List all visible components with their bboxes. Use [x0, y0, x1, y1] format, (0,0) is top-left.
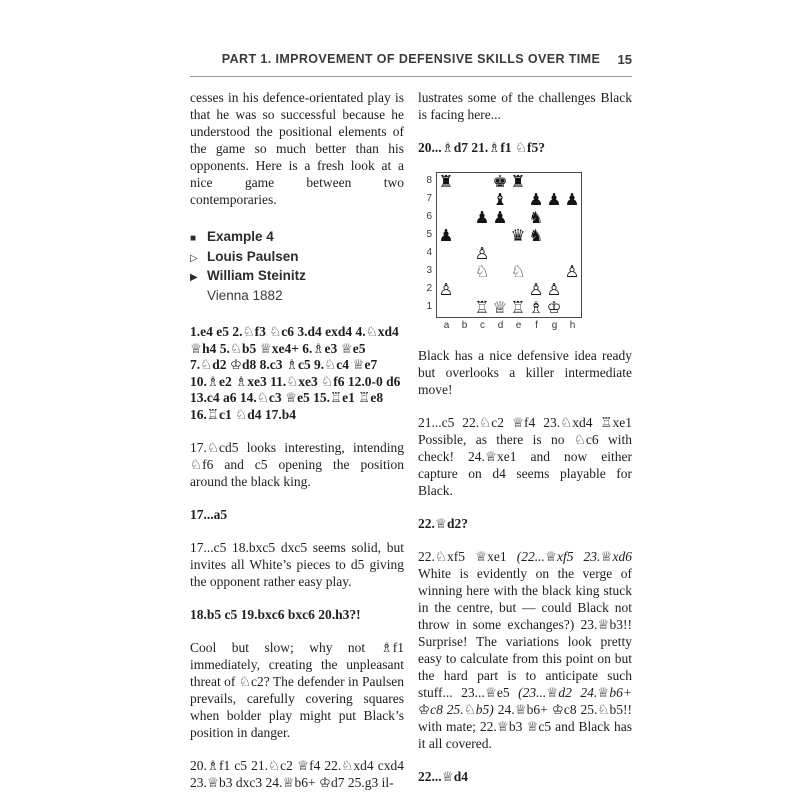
board-square	[491, 227, 509, 245]
board-square	[455, 281, 473, 299]
chess-piece-d7: ♝	[492, 190, 508, 209]
page-content	[190, 52, 632, 800]
rank-label: 2	[426, 283, 432, 294]
running-header	[190, 52, 632, 70]
chess-piece-f5: ♞	[528, 226, 544, 245]
text-columns	[190, 89, 632, 800]
chess-piece-g2: ♙	[546, 280, 562, 299]
paragraph: 17.♘cd5 looks interesting, intending ♘f6 and c5 opening the position around the black king.	[190, 440, 404, 489]
paragraph: lustrates some of the challenges Black is facing here...	[418, 90, 632, 122]
chess-piece-f6: ♞	[528, 208, 544, 227]
variation-segment: (23...♕d2 24.♕b6+ ♔c8 25.♘b5)	[418, 685, 632, 717]
board-square	[545, 245, 563, 263]
page-number: 15	[617, 52, 632, 67]
board-square	[527, 245, 545, 263]
chess-piece-e8: ♜	[510, 172, 526, 191]
board-square	[563, 245, 581, 263]
event-row	[190, 287, 404, 305]
board-square	[563, 173, 581, 191]
file-label: c	[480, 320, 485, 331]
board-square	[437, 209, 455, 227]
chess-piece-a5: ♟	[438, 226, 454, 245]
board-square	[509, 281, 527, 299]
file-label: e	[515, 320, 522, 331]
chess-piece-f2: ♙	[528, 280, 544, 299]
board-square	[491, 281, 509, 299]
rank-label: 1	[426, 301, 432, 312]
board-square	[437, 191, 455, 209]
board-square	[563, 209, 581, 227]
board-square	[455, 299, 473, 317]
board-square	[473, 173, 491, 191]
chess-piece-e5: ♛	[510, 226, 526, 245]
chess-piece-a8: ♜	[438, 172, 454, 191]
board-square	[455, 263, 473, 281]
board-square	[545, 227, 563, 245]
board-square	[455, 245, 473, 263]
file-label: h	[569, 320, 576, 331]
rank-label: 6	[426, 211, 432, 222]
board-square	[545, 173, 563, 191]
board-square	[545, 209, 563, 227]
board-square	[473, 191, 491, 209]
game-move: 17...a5	[190, 507, 228, 522]
chess-piece-h7: ♟	[564, 190, 580, 209]
file-labels	[438, 320, 601, 331]
chess-piece-e1: ♖	[510, 298, 526, 317]
board-square	[437, 263, 455, 281]
white-player-name: Louis Paulsen	[207, 248, 299, 264]
header-divider	[190, 76, 632, 77]
game-move: 22...♕d4	[418, 769, 468, 784]
board-square	[491, 263, 509, 281]
board-square	[509, 191, 527, 209]
game-moves: 20...♗d7 21.♗f1 ♘f5?	[418, 140, 546, 155]
board-square	[527, 263, 545, 281]
file-label: g	[551, 320, 558, 331]
board-square	[437, 245, 455, 263]
rank-label: 7	[426, 193, 432, 204]
variation-paragraph: 21...c5 22.♘c2 ♕f4 23.♘xd4 ♖xe1 Possible, as there is no ♘c6 with check! 24.♕xe1 and now either capture on d4 seems playable for Black.	[418, 415, 632, 498]
board-square	[455, 191, 473, 209]
paragraph: 17...c5 18.bxc5 dxc5 seems solid, but invites all White’s pieces to d5 giving the opponent rather easy play.	[190, 540, 404, 589]
file-label: b	[461, 320, 468, 331]
annotation-paragraph	[418, 548, 632, 752]
chess-piece-e3: ♘	[510, 262, 526, 281]
rank-label: 3	[426, 265, 432, 276]
rank-label: 8	[426, 175, 432, 186]
black-player-row	[190, 267, 404, 287]
paragraph: Cool but slow; why not ♗f1 immediately, creating the unpleasant threat of ♘c2? The defender in Paulsen prevails, carefully covering squares when bolder play might put Black’s position in danger.	[190, 640, 404, 740]
chess-piece-d1: ♕	[492, 298, 508, 317]
paragraph: Black has a nice defensive idea ready but overlooks a killer intermediate move!	[418, 348, 632, 397]
rank-labels	[422, 172, 436, 318]
board-square	[563, 281, 581, 299]
game-moves: 1.e4 e5 2.♘f3 ♘c6 3.d4 exd4 4.♘xd4 ♕h4 5.♘b5 ♕xe4+ 6.♗e3 ♕e5 7.♘d2 ♔d8 8.c3 ♗c5 9.♘c4 ♕e7 10.♗e2 ♗xe3 11.♘xe3 ♘f6 12.0-0 d6 13.c4 a6 14.♘c3 ♕e5 15.♖e1 ♖e8 16.♖c1 ♘d4 17.b4	[190, 324, 401, 422]
rank-label: 4	[426, 247, 432, 258]
chess-piece-h3: ♙	[564, 262, 580, 281]
right-column	[418, 89, 632, 800]
board-square	[455, 227, 473, 245]
game-move: 22.♕d2?	[418, 516, 468, 531]
square-bullet-icon: ■	[190, 233, 197, 244]
black-player-name: William Steinitz	[207, 268, 306, 283]
example-title-row	[190, 228, 404, 248]
move-text-segment: 24.♕b6+ ♔c8 25.♘b5!! with mate; 22.♕b3 ♕c5 and Black has it all covered.	[418, 702, 632, 751]
board-square	[509, 209, 527, 227]
black-triangle-bullet-icon: ▶	[190, 272, 198, 283]
chess-piece-c3: ♘	[474, 262, 490, 281]
rank-label: 5	[426, 229, 432, 240]
board-with-ranks	[422, 172, 600, 318]
chess-piece-d8: ♚	[492, 172, 508, 191]
event-name: Vienna 1882	[207, 287, 283, 303]
board-square	[563, 299, 581, 317]
board-square	[473, 227, 491, 245]
variation-paragraph: 20.♗f1 c5 21.♘c2 ♕f4 22.♘xd4 cxd4 23.♕b3 dxc3 24.♕b6+ ♔d7 25.g3 il-	[190, 758, 404, 790]
white-triangle-bullet-icon: ▷	[190, 252, 198, 264]
board-square	[563, 227, 581, 245]
chess-piece-c1: ♖	[474, 298, 490, 317]
board-square	[509, 245, 527, 263]
board-square	[473, 281, 491, 299]
left-column	[190, 89, 404, 800]
chess-piece-g1: ♔	[546, 298, 562, 317]
file-label: f	[535, 320, 538, 331]
file-label: a	[443, 320, 450, 331]
board-square	[455, 209, 473, 227]
example-header-block	[190, 228, 404, 304]
board-square	[545, 263, 563, 281]
chess-diagram	[422, 172, 600, 331]
chess-piece-a2: ♙	[438, 280, 454, 299]
move-text-segment: White is evidently on the verge of winning here with the black king stuck in the centre, but — could Black not throw in some exchanges?) 23.♕b3!! Surprise! The variations look pretty easy to calculate from this point on but the hard part is to anticipate such stuff... 23...♕e5	[418, 566, 632, 700]
chess-piece-c6: ♟	[474, 208, 490, 227]
chess-piece-c4: ♙	[474, 244, 490, 263]
game-moves: 18.b5 c5 19.bxc6 bxc6 20.h3?!	[190, 607, 361, 622]
chess-piece-g7: ♟	[546, 190, 562, 209]
chess-piece-f7: ♟	[528, 190, 544, 209]
move-text-segment: 22.♘xf5 ♕xe1	[418, 549, 517, 564]
paragraph: cesses in his defence-orientated play is that he was so successful because he understood the positional elements of the game so much better than his opponents. Here is a fresh look at a nice game between two contemporaries.	[190, 90, 404, 207]
example-title: Example 4	[207, 229, 274, 244]
file-label: d	[497, 320, 504, 331]
chess-board	[436, 172, 582, 318]
chess-piece-d6: ♟	[492, 208, 508, 227]
board-square	[437, 299, 455, 317]
chapter-title: PART 1. IMPROVEMENT OF DEFENSIVE SKILLS OVER TIME	[221, 52, 601, 66]
board-square	[491, 245, 509, 263]
white-player-row	[190, 248, 404, 268]
chess-piece-f1: ♗	[528, 298, 544, 317]
variation-segment: (22...♕xf5 23.♕xd6	[516, 549, 632, 564]
board-square	[455, 173, 473, 191]
board-square	[527, 173, 545, 191]
